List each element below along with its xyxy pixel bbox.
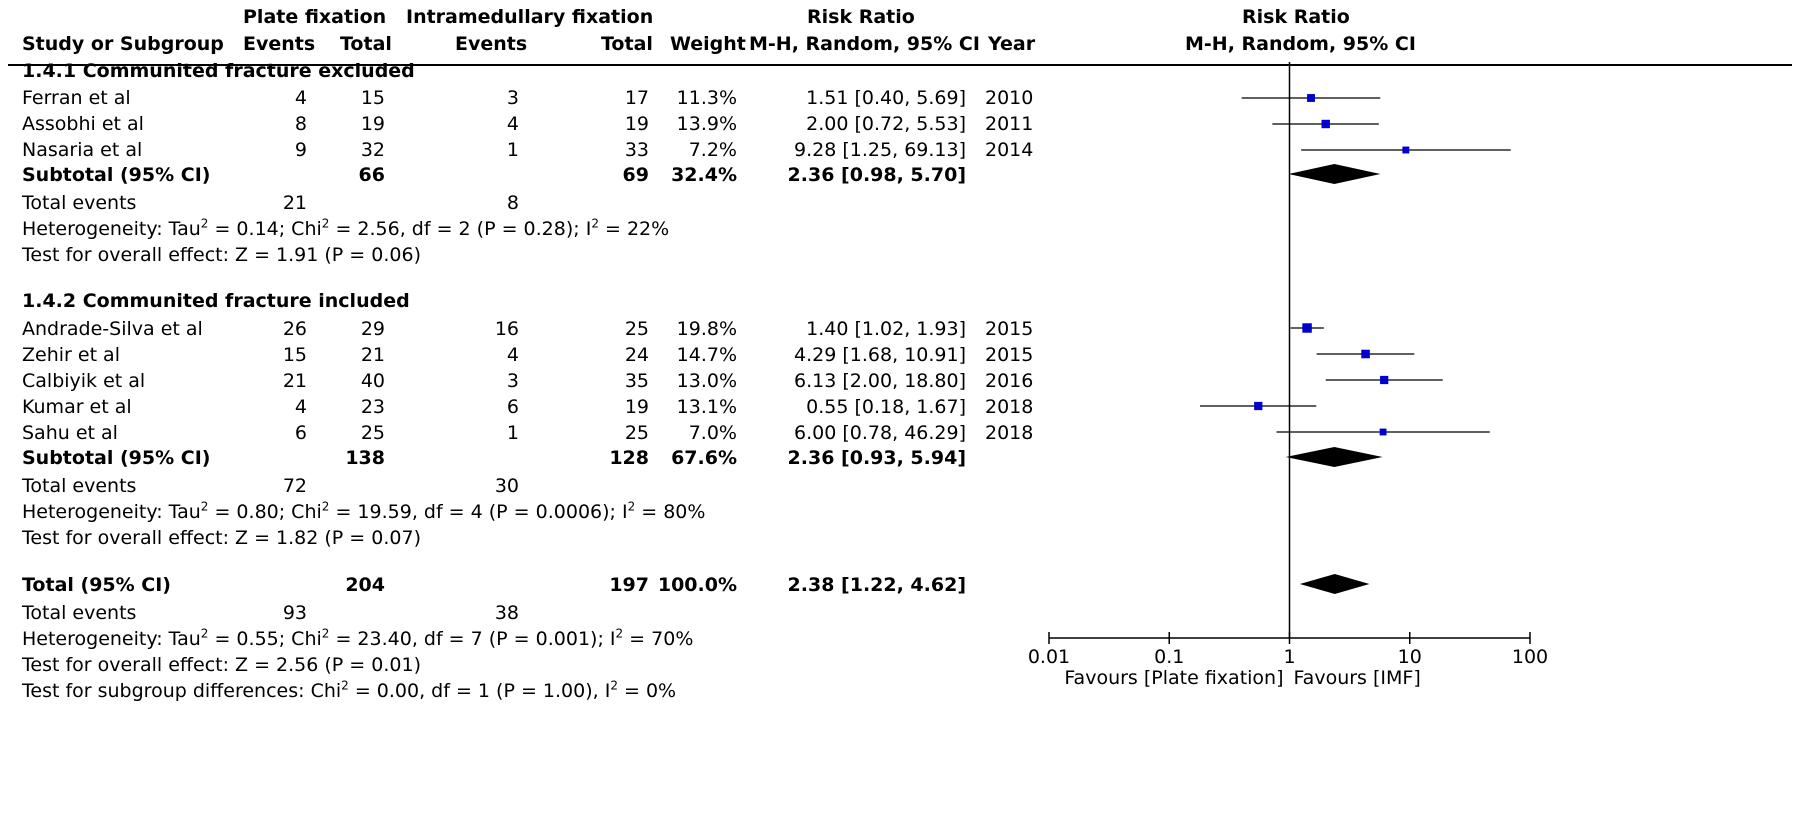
study-label: Assobhi et al <box>22 113 144 135</box>
subtotal-t2: 197 <box>609 574 649 596</box>
subtotal-rr: 2.36 [0.93, 5.94] <box>787 447 966 469</box>
subtotal-t2: 69 <box>622 164 649 186</box>
study-year: 2014 <box>985 139 1034 161</box>
study-e2: 4 <box>506 113 519 135</box>
note-label: Heterogeneity: Tau$^2$ = 0.80; Chi$^2$ = 19.59, df = 4 (P = 0.0006); $I^2 = 80\%$ <box>22 499 706 523</box>
study-t1: 15 <box>360 87 385 109</box>
subtotal-t1: 66 <box>358 164 385 186</box>
study-t2: 33 <box>624 139 649 161</box>
events-label: Total events <box>22 602 137 624</box>
x-tick-label: 100 <box>1511 646 1549 668</box>
study-year: 2015 <box>985 344 1034 366</box>
pooled-diamond <box>1300 574 1370 594</box>
plot-subtitle: M-H, Random, 95% CI <box>1185 33 1416 55</box>
col-events-plate: Events <box>243 33 316 55</box>
study-marker <box>1380 376 1388 384</box>
pooled-diamond <box>1286 447 1383 467</box>
events-e2: 38 <box>494 602 519 624</box>
events-e2: 30 <box>494 475 519 497</box>
study-t1: 29 <box>360 318 385 340</box>
study-e2: 1 <box>506 139 519 161</box>
study-rr: 4.29 [1.68, 10.91] <box>794 344 966 366</box>
study-marker <box>1321 120 1329 128</box>
study-marker <box>1380 429 1387 436</box>
study-rr: 2.00 [0.72, 5.53] <box>806 113 966 135</box>
header-intramedullary-fixation: Intramedullary fixation <box>406 6 654 28</box>
events-label: Total events <box>22 475 137 497</box>
study-e2: 3 <box>506 370 519 392</box>
study-label: Zehir et al <box>22 344 120 366</box>
study-marker <box>1254 402 1262 410</box>
study-w: 11.3% <box>676 87 737 109</box>
study-marker <box>1307 94 1315 102</box>
subtotal-t1: 204 <box>345 574 385 596</box>
pooled-diamond <box>1288 164 1380 184</box>
study-w: 7.0% <box>688 422 737 444</box>
events-label: Total events <box>22 192 137 214</box>
study-year: 2010 <box>985 87 1034 109</box>
study-e1: 15 <box>282 344 307 366</box>
note-label: Test for overall effect: Z = 1.91 (P = 0.06) <box>22 244 421 266</box>
study-w: 13.1% <box>676 396 737 418</box>
study-e2: 6 <box>506 396 519 418</box>
study-rr: 1.40 [1.02, 1.93] <box>806 318 966 340</box>
study-rr: 0.55 [0.18, 1.67] <box>806 396 966 418</box>
study-t1: 32 <box>360 139 385 161</box>
study-year: 2016 <box>985 370 1034 392</box>
study-t1: 23 <box>360 396 385 418</box>
study-label: Calbiyik et al <box>22 370 146 392</box>
col-events-imf: Events <box>455 33 528 55</box>
col-total-imf: Total <box>601 33 653 55</box>
study-w: 13.9% <box>676 113 737 135</box>
study-label: Nasaria et al <box>22 139 143 161</box>
study-year: 2011 <box>985 113 1034 135</box>
study-t2: 17 <box>624 87 649 109</box>
study-rr: 1.51 [0.40, 5.69] <box>806 87 966 109</box>
col-rr: M-H, Random, 95% CI <box>749 33 980 55</box>
study-t2: 24 <box>624 344 649 366</box>
study-t2: 19 <box>624 113 649 135</box>
x-tick-label: 0.1 <box>1154 646 1185 668</box>
study-w: 14.7% <box>676 344 737 366</box>
events-e2: 8 <box>506 192 519 214</box>
study-e1: 26 <box>282 318 307 340</box>
study-rr: 6.13 [2.00, 18.80] <box>794 370 966 392</box>
note-label: Heterogeneity: Tau$^2$ = 0.14; Chi$^2$ = 2.56, df = 2 (P = 0.28); $I^2 = 22\%$ <box>22 216 670 240</box>
x-tick-label: 1 <box>1283 646 1296 668</box>
study-rr: 9.28 [1.25, 69.13] <box>794 139 966 161</box>
col-total-plate: Total <box>340 33 392 55</box>
study-year: 2015 <box>985 318 1034 340</box>
study-label: Kumar et al <box>22 396 132 418</box>
subtotal-rr: 2.38 [1.22, 4.62] <box>787 574 966 596</box>
study-e1: 21 <box>282 370 307 392</box>
study-e1: 4 <box>294 396 307 418</box>
study-e1: 8 <box>294 113 307 135</box>
study-w: 19.8% <box>676 318 737 340</box>
events-e1: 93 <box>282 602 307 624</box>
header-risk-ratio: Risk Ratio <box>807 6 915 28</box>
favours-plate-label: Favours [Plate fixation] <box>1064 667 1284 689</box>
study-e1: 6 <box>294 422 307 444</box>
note-label: Heterogeneity: Tau$^2$ = 0.55; Chi$^2$ = 23.40, df = 7 (P = 0.001); $I^2 = 70\%$ <box>22 626 694 650</box>
study-marker <box>1361 350 1370 359</box>
study-t1: 25 <box>360 422 385 444</box>
study-rr: 6.00 [0.78, 46.29] <box>794 422 966 444</box>
col-year: Year <box>988 33 1036 55</box>
subtotal-t2: 128 <box>609 447 649 469</box>
study-t1: 40 <box>360 370 385 392</box>
favours-imf-label: Favours [IMF] <box>1293 667 1421 689</box>
study-e2: 3 <box>506 87 519 109</box>
x-tick-label: 0.01 <box>1027 646 1071 668</box>
subtotal-w: 100.0% <box>657 574 737 596</box>
study-e2: 1 <box>506 422 519 444</box>
study-e1: 9 <box>294 139 307 161</box>
note-label: Test for overall effect: Z = 1.82 (P = 0.07) <box>22 527 421 549</box>
x-tick-label: 10 <box>1397 646 1422 668</box>
subtotal-rr: 2.36 [0.98, 5.70] <box>787 164 966 186</box>
subtotal-w: 67.6% <box>671 447 737 469</box>
subtotal-w: 32.4% <box>671 164 737 186</box>
study-t2: 25 <box>624 422 649 444</box>
study-w: 7.2% <box>688 139 737 161</box>
heading-label: 1.4.1 Communited fracture excluded <box>22 60 415 82</box>
events-e1: 72 <box>282 475 307 497</box>
study-t1: 19 <box>360 113 385 135</box>
study-t2: 35 <box>624 370 649 392</box>
study-t2: 19 <box>624 396 649 418</box>
study-label: Andrade-Silva et al <box>22 318 203 340</box>
col-weight: Weight <box>670 33 746 55</box>
study-marker <box>1402 147 1409 154</box>
col-study: Study or Subgroup <box>22 33 224 55</box>
plot-title: Risk Ratio <box>1242 6 1350 28</box>
study-label: Ferran et al <box>22 87 131 109</box>
study-e2: 4 <box>506 344 519 366</box>
study-t2: 25 <box>624 318 649 340</box>
heading-label: 1.4.2 Communited fracture included <box>22 290 410 312</box>
header-plate-fixation: Plate fixation <box>243 6 387 28</box>
subtotal-t1: 138 <box>345 447 385 469</box>
study-label: Sahu et al <box>22 422 118 444</box>
subtotal-label: Subtotal (95% CI) <box>22 164 211 186</box>
study-year: 2018 <box>985 396 1034 418</box>
study-year: 2018 <box>985 422 1034 444</box>
study-marker <box>1302 323 1311 332</box>
subtotal-label: Total (95% CI) <box>22 574 171 596</box>
study-e2: 16 <box>494 318 519 340</box>
note-label: Test for overall effect: Z = 2.56 (P = 0.01) <box>22 654 421 676</box>
events-e1: 21 <box>282 192 307 214</box>
study-w: 13.0% <box>676 370 737 392</box>
study-t1: 21 <box>360 344 385 366</box>
note-label: Test for subgroup differences: Chi$^2$ = 0.00, df = 1 (P = 1.00), $I^2 = 0\%$ <box>22 678 677 702</box>
study-e1: 4 <box>294 87 307 109</box>
subtotal-label: Subtotal (95% CI) <box>22 447 211 469</box>
